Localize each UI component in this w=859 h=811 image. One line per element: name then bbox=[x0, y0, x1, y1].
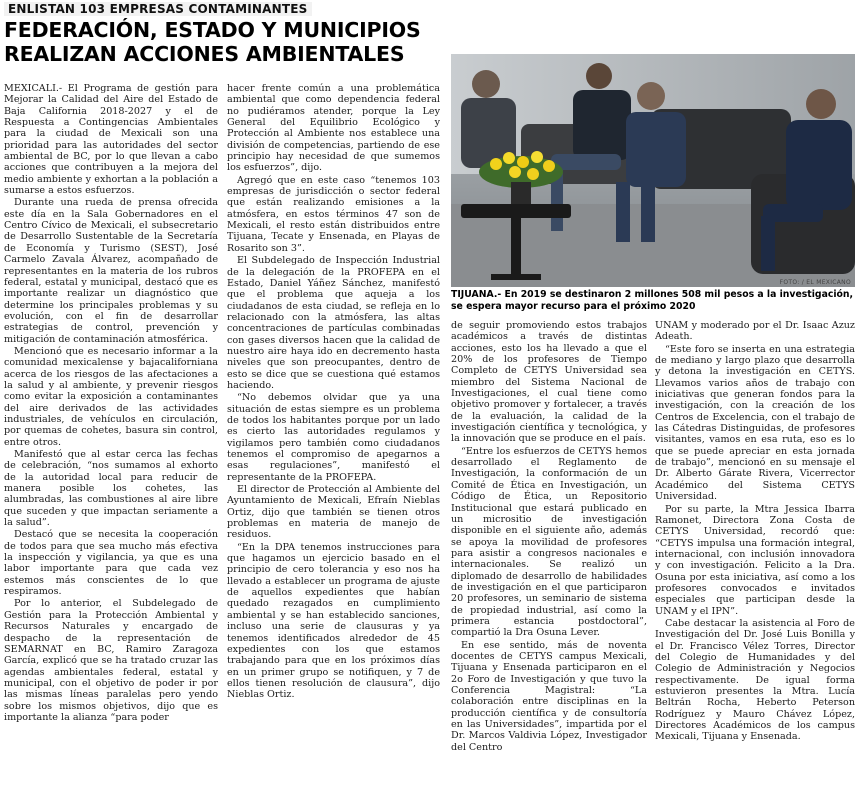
paragraph: “No debemos olvidar que ya una situación de estas siempre es un problema de todos los habitantes porque por un lado es cierto las autoridades regulamos y vigilamos pero también como ciudadanos tenemos el compromiso de apegarnos a esas regulaciones”, manifestó el representante de la PROFEPA. bbox=[227, 392, 440, 483]
paragraph: Por su parte, la Mtra Jessica Ibarra Ramonet, Directora Zona Costa de CETYS Universidad, recordó que: “CETYS impulsa una formación integral, internacional, con inclusión innovadora y con investigación. Felicito a la Dra. Osuna por esta iniciativa, así como a los profesores convocados e invitados especiales que participan desde la UNAM y el IPN”. bbox=[655, 503, 855, 617]
photo-credit: FOTO: / EL MEXICANO bbox=[779, 279, 851, 286]
article-column-4 bbox=[655, 320, 855, 809]
caption-text: En 2019 se destinaron 2 millones 508 mil pesos a la investigación, se espera mayor recurso para el próximo 2020 bbox=[451, 289, 854, 312]
article-column-1 bbox=[4, 83, 218, 809]
paragraph: “Este foro se inserta en una estrategia de mediano y largo plazo que desarrolla y detona la investigación en CETYS. Llevamos varios años de trabajo con iniciativas que generan fondos para la investigación, con la creación de los Centros de Excelencia, con el trabajo de las Cátedras Distinguidas, de profesores visitantes, vamos en esa ruta, eso es lo que se puede apreciar en esta jornada de trabajo”, mencionó en su mensaje el Dr. Alberto Gárate Rivera, Vicerrector Académico del Sistema CETYS Universidad. bbox=[655, 343, 855, 503]
paragraph: Destacó que se necesita la cooperación de todos para que sea mucho más efectiva la inspección y vigilancia, ya que es una labor importante para que cada vez estemos más conscientes de lo que respiramos. bbox=[4, 529, 218, 598]
headline-line-2: REALIZAN ACCIONES AMBIENTALES bbox=[4, 42, 405, 66]
paragraph: El director de Protección al Ambiente del Ayuntamiento de Mexicali, Efraín Nieblas Ortiz, dijo que también se tienen otros problemas en materia de manejo de residuos. bbox=[227, 484, 440, 541]
paragraph: UNAM y moderado por el Dr. Isaac Azuz Adeath. bbox=[655, 320, 855, 343]
kicker: ENLISTAN 103 EMPRESAS CONTAMINANTES bbox=[4, 2, 312, 16]
headline-line-1: FEDERACIÓN, ESTADO Y MUNICIPIOS bbox=[4, 18, 421, 42]
paragraph: Manifestó que al estar cerca las fechas de celebración, “nos sumamos al exhorto de la autoridad local para reducir de manera posible los cohetes, las alumbradas, las combustiones al aire libre que suceden y que impactan seriamente a la salud”. bbox=[4, 449, 218, 529]
paragraph: “En la DPA tenemos instrucciones para que hagamos un ejercicio basado en el principio de cero tolerancia y eso nos ha llevado a establecer un programa de ajuste de aquellos expedientes que habían quedado rezagados en cumplimiento ambiental y se han establecido sanciones, incluso una serie de clausuras y ya tenemos identificados alrededor de 45 expedientes con los que estamos trabajando para que en los próximos días en un primer grupo se notifiquen, y 7 de ellos tienen resolución de clausura”, dijo Nieblas Ortiz. bbox=[227, 541, 440, 701]
event-photo bbox=[451, 54, 855, 287]
paragraph: El Subdelegado de Inspección Industrial de la delegación de la PROFEPA en el Estado, Daniel Yáñez Sánchez, manifestó que el problema que aqueja a los ciudadanos de esta ciudad, se refleja en lo relacionado con la atmósfera, las altas concentraciones de partículas combinadas con gases diversos hacen que la calidad de nuestro aire haya ido en decremento hasta niveles que son preocupantes, dentro de esto se dice que se cuestiona qué estamos haciendo. bbox=[227, 255, 440, 391]
article-column-2 bbox=[227, 83, 440, 809]
paragraph: Agregó que en este caso “tenemos 103 empresas de jurisdicción o sector federal que están realizando emisiones a la atmósfera, en estos términos 47 son de Mexicali, el resto están distribuidos entre Tijuana, Tecate y Ensenada, en Playas de Rosarito son 3”. bbox=[227, 174, 440, 254]
paragraph: “Entre los esfuerzos de CETYS hemos desarrollado el Reglamento de Investigación, la conformación de un Comité de Ética en Investigación, un Código de Ética, un Repositorio Institucional que estará publicado en un micrositio de investigación disponible en el siguiente año, además se apoya la movilidad de profesores para asistir a congresos nacionales e internacionales. Se realizó un diplomado de desarrollo de habilidades de investigación en el que participaron 20 profesores, un seminario de sistema de propiedad industrial, así como la primera estancia postdoctoral”, compartió la Dra Osuna Lever. bbox=[451, 445, 647, 639]
paragraph: Cabe destacar la asistencia al Foro de Investigación del Dr. José Luis Bonilla y el Dr. Francisco Vélez Torres, Director del Colegio de Humanidades y del Colegio de Administración y Negocios respectivamente. De igual forma estuvieron presentes la Mtra. Lucía Beltrán Rocha, Heberto Peterson Rodríguez y Mauro Chávez López, Directores Académicos de los campus Mexicali, Tijuana y Ensenada. bbox=[655, 617, 855, 743]
photo-caption bbox=[451, 289, 855, 312]
paragraph: Mencionó que es necesario informar a la comunidad mexicalense y bajacaliforniana acerca de los riesgos de las afectaciones a la salud y al ambiente, y prevenir riesgos como evitar la exposición a contaminantes del aire derivados de las actividades industriales, de vehículos en circulación, por quemas de cohetes, basura sin control, entre otros. bbox=[4, 345, 218, 448]
paragraph: hacer frente común a una problemática ambiental que como dependencia federal no pudiéramos atender, porque la Ley General del Equilibrio Ecológico y Protección al Ambiente nos establece una división de competencias, partiendo de ese principio hay necesidad de que sumemos los esfuerzos”, dijo. bbox=[227, 83, 440, 174]
article-column-3 bbox=[451, 320, 647, 809]
caption-dateline: TIJUANA.- bbox=[451, 289, 502, 300]
photo-illustration bbox=[451, 54, 855, 287]
paragraph: MEXICALI.- El Programa de gestión para Mejorar la Calidad del Aire del Estado de Baja California 2018-2027 y el de Respuesta a Contingencias Ambientales para la ciudad de Mexicali son una prioridad para las autoridades del sector ambiental de BC, por lo que llevan a cabo acciones que contribuyen a la mejora del medio ambiente y exhortan a la población a sumarse a estos esfuerzos. bbox=[4, 83, 218, 197]
paragraph: de seguir promoviendo estos trabajos académicos a través de distintas acciones, esto los ha llevado a que el 20% de los profesores de Tiempo Completo de CETYS Universidad sea miembro del Sistema Nacional de Investigaciones, el cual tiene como objetivo promover y fortalecer, a través de la evaluación, la calidad de la investigación científica y tecnológica, y la innovación que se produce en el país. bbox=[451, 320, 647, 445]
paragraph: Por lo anterior, el Subdelegado de Gestión para la Protección Ambiental y Recursos Naturales y encargado de despacho de la representación de SEMARNAT en BC, Ramiro Zaragoza García, explicó que se ha tratado cruzar las agendas ambientales federal, estatal y municipal, con el objetivo de poder ir por las mismas líneas paralelas pero yendo sobre los mismos objetivos, dijo que es importante la alianza “para poder bbox=[4, 598, 218, 723]
paragraph: En ese sentido, más de noventa docentes de CETYS campus Mexicali, Tijuana y Ensenada participaron en el 2o Foro de Investigación y que tuvo la Conferencia Magistral: “La colaboración entre disciplinas en la producción científica y de consultoría en las Universidades”, impartida por el Dr. Marcos Valdivia López, Investigador del Centro bbox=[451, 639, 647, 753]
headline bbox=[4, 18, 442, 66]
paragraph: Durante una rueda de prensa ofrecida este día en la Sala Gobernadores en el Centro Cívico de Mexicali, el subsecretario de Desarrollo Sustentable de la Secretaría de Economía y Turismo (SEST), José Carmelo Zavala Álvarez, acompañado de representantes en la materia de los rubros federal, estatal y municipal, destacó que es importante realizar un diagnóstico que determine los principales problemas y su evolución, con el fin de desarrollar estrategias de control, prevención y mitigación de contaminación atmosférica. bbox=[4, 197, 218, 345]
